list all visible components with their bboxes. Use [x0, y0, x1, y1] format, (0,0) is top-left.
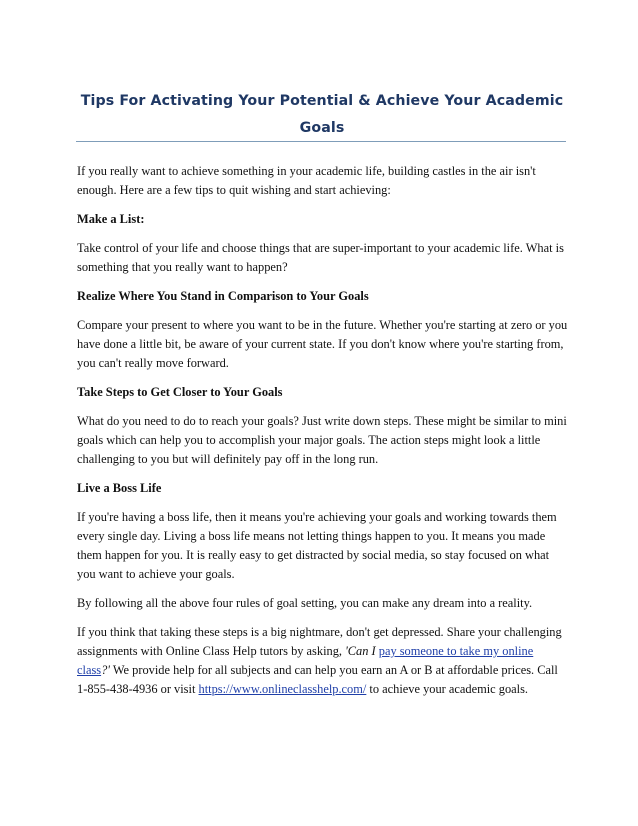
section-heading-make-a-list: Make a List: — [77, 212, 145, 226]
section-heading-live-a-boss-life: Live a Boss Life — [77, 481, 162, 495]
closing-paragraph — [77, 623, 569, 699]
section-body-make-a-list: Take control of your life and choose things that are super-important to your academic life. What is something that you really want to happen? — [77, 241, 564, 274]
website-link[interactable]: https://www.onlineclasshelp.com/ — [198, 682, 367, 696]
section-heading-realize-where-you-stand: Realize Where You Stand in Comparison to Your Goals — [77, 289, 369, 303]
summary-paragraph: By following all the above four rules of goal setting, you can make any dream into a reality. — [77, 596, 533, 610]
pay-someone-link[interactable]: pay someone to take my online class — [77, 644, 534, 677]
section-body-take-steps: What do you need to do to reach your goals? Just write down steps. These might be similar to mini goals which can help you to accomplish your major goals. The action steps might look a little challenging to you but will definitely pay off in the long run. — [77, 414, 567, 466]
page-title: Tips For Activating Your Potential & Achieve Your Academic Goals — [80, 93, 564, 136]
title-divider — [76, 141, 566, 142]
section-body-live-a-boss-life: If you're having a boss life, then it means you're achieving your goals and working towards them every single day. Living a boss life means not letting things happen to you. It means you made them happen for you. It is really easy to get distracted by social media, so stay focused on what you want to achieve your goals. — [77, 510, 557, 581]
closing-quote-close: ?' — [101, 663, 110, 677]
intro-paragraph: If you really want to achieve something in your academic life, building castles in the air isn't enough. Here are a few tips to quit wishing and start achieving: — [77, 164, 536, 197]
closing-text-part1: If you think that taking these steps is a big nightmare, don't get depressed. Share your challenging assignments with Online Class Help tutors by asking, — [77, 625, 562, 658]
section-heading-take-steps: Take Steps to Get Closer to Your Goals — [77, 385, 283, 399]
section-body-realize-where-you-stand: Compare your present to where you want to be in the future. Whether you're starting at zero or you have done a little bit, be aware of your current state. If you don't know where you're starting from, you can't really move forward. — [77, 318, 568, 370]
closing-text-part3: to achieve your academic goals. — [366, 682, 529, 696]
closing-text-part2: We provide help for all subjects and can help you earn an A or B at affordable prices. Call 1-855-438-4936 or visit — [77, 663, 558, 696]
closing-quote-open: 'Can I — [345, 644, 379, 658]
article-body — [77, 162, 569, 709]
